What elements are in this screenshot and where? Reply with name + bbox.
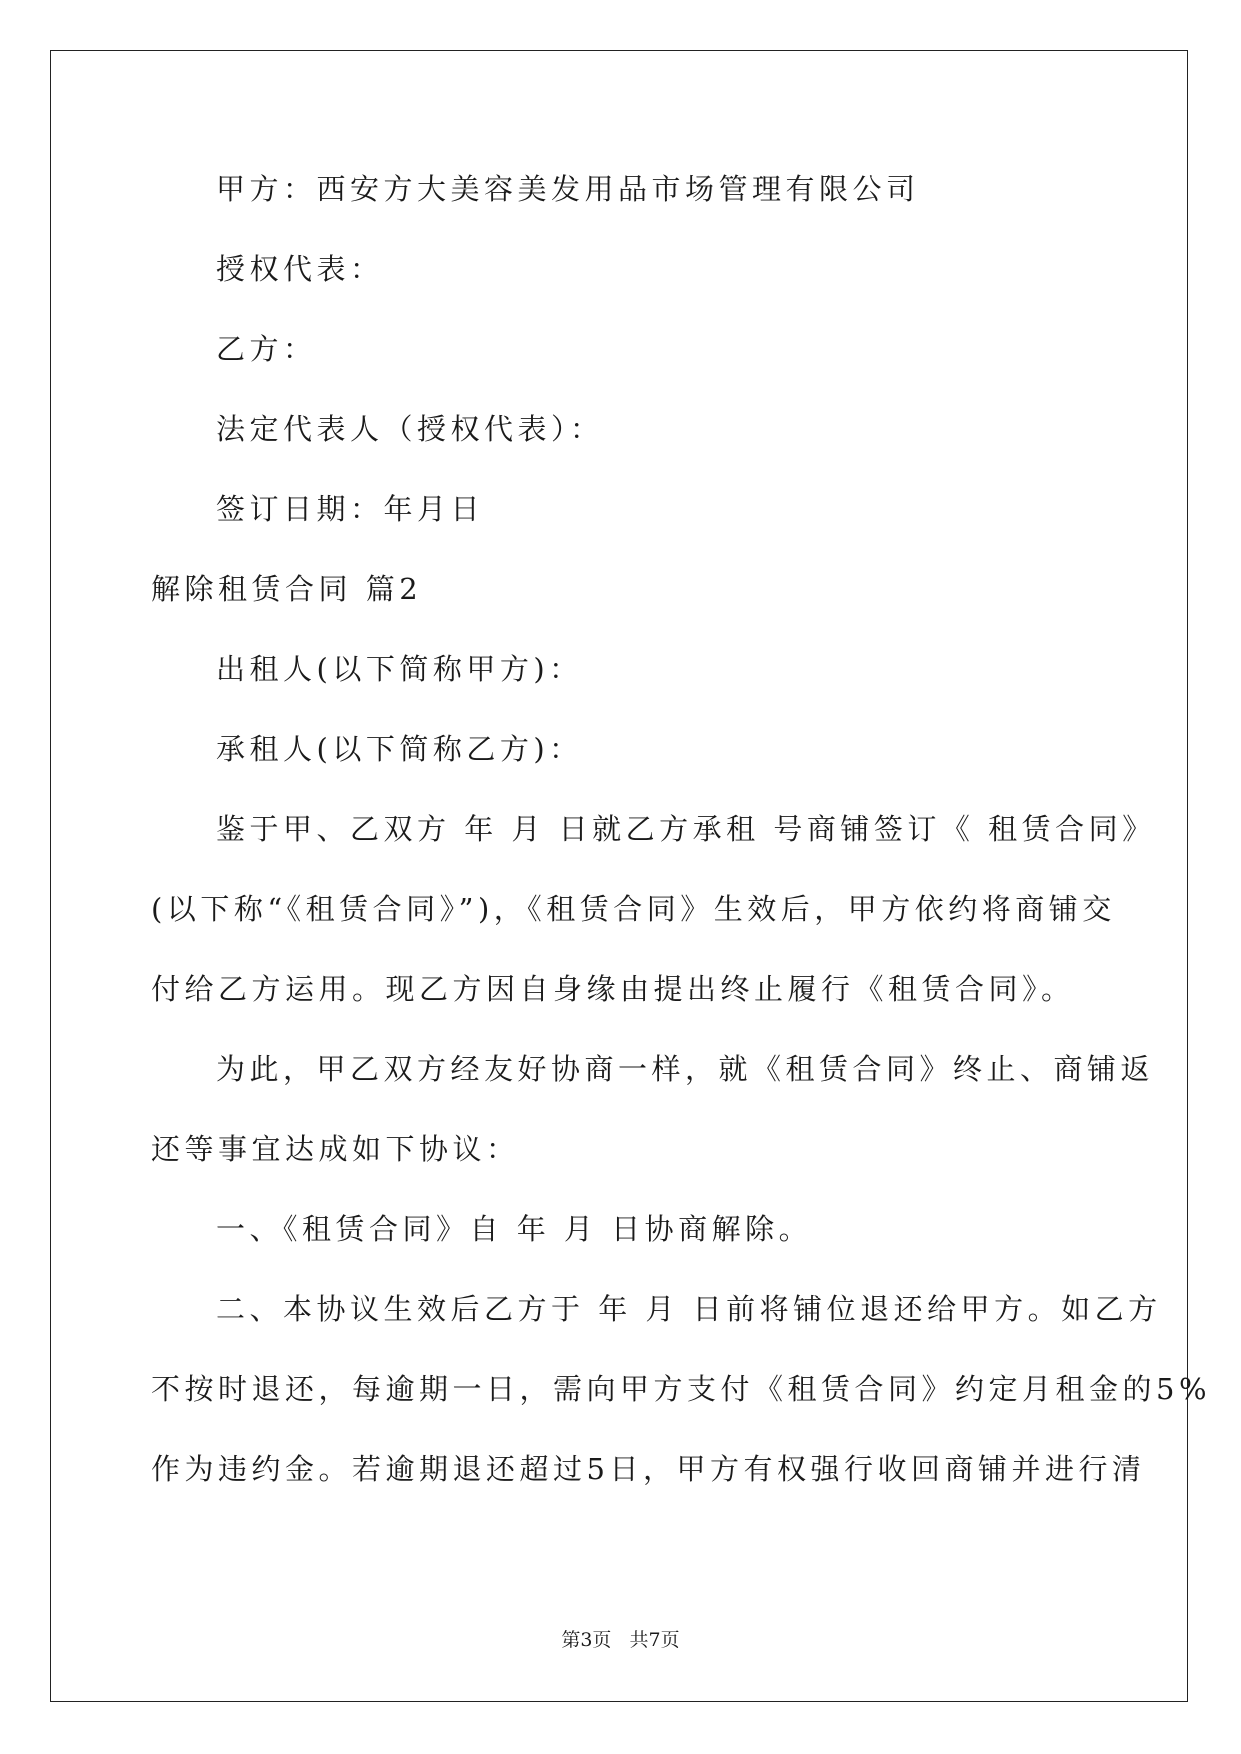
clause-one-line: 一、《租赁合同》自 年 月 日协商解除。 <box>216 1212 813 1246</box>
authorized-rep-line: 授权代表： <box>216 252 384 286</box>
clause-two-line: 二、本协议生效后乙方于 年 月 日前将铺位退还给甲方。如乙方 <box>216 1292 1162 1326</box>
paragraph-line: 鉴于甲、乙双方 年 月 日就乙方承租 号商铺签订《 租赁合同》 <box>216 812 1156 846</box>
lessee-line: 承租人(以下简称乙方)： <box>216 732 583 766</box>
paragraph-line: 作为违约金。若逾期退还超过5日，甲方有权强行收回商铺并进行清 <box>151 1452 1146 1486</box>
paragraph-line: 为此，甲乙双方经友好协商一样，就《租赁合同》终止、商铺返 <box>216 1052 1155 1086</box>
paragraph-line: (以下称“《租赁合同》”)，《租赁合同》生效后，甲方依约将商铺交 <box>151 892 1116 926</box>
paragraph-line: 不按时退还，每逾期一日，需向甲方支付《租赁合同》约定月租金的5% <box>151 1372 1212 1406</box>
party-a-line: 甲方：西安方大美容美发用品市场管理有限公司 <box>216 172 920 206</box>
paragraph-line: 付给乙方运用。现乙方因自身缘由提出终止履行《租赁合同》。 <box>151 972 1075 1006</box>
party-b-line: 乙方： <box>216 332 317 366</box>
page-number-footer: 第3页 共7页 <box>561 1629 680 1651</box>
legal-rep-line: 法定代表人（授权代表）： <box>216 412 604 446</box>
lessor-line: 出租人(以下简称甲方)： <box>216 652 583 686</box>
paragraph-line: 还等事宜达成如下协议： <box>151 1132 520 1166</box>
sign-date-line: 签订日期：年月日 <box>216 492 485 526</box>
section-heading: 解除租赁合同 篇2 <box>151 572 423 606</box>
